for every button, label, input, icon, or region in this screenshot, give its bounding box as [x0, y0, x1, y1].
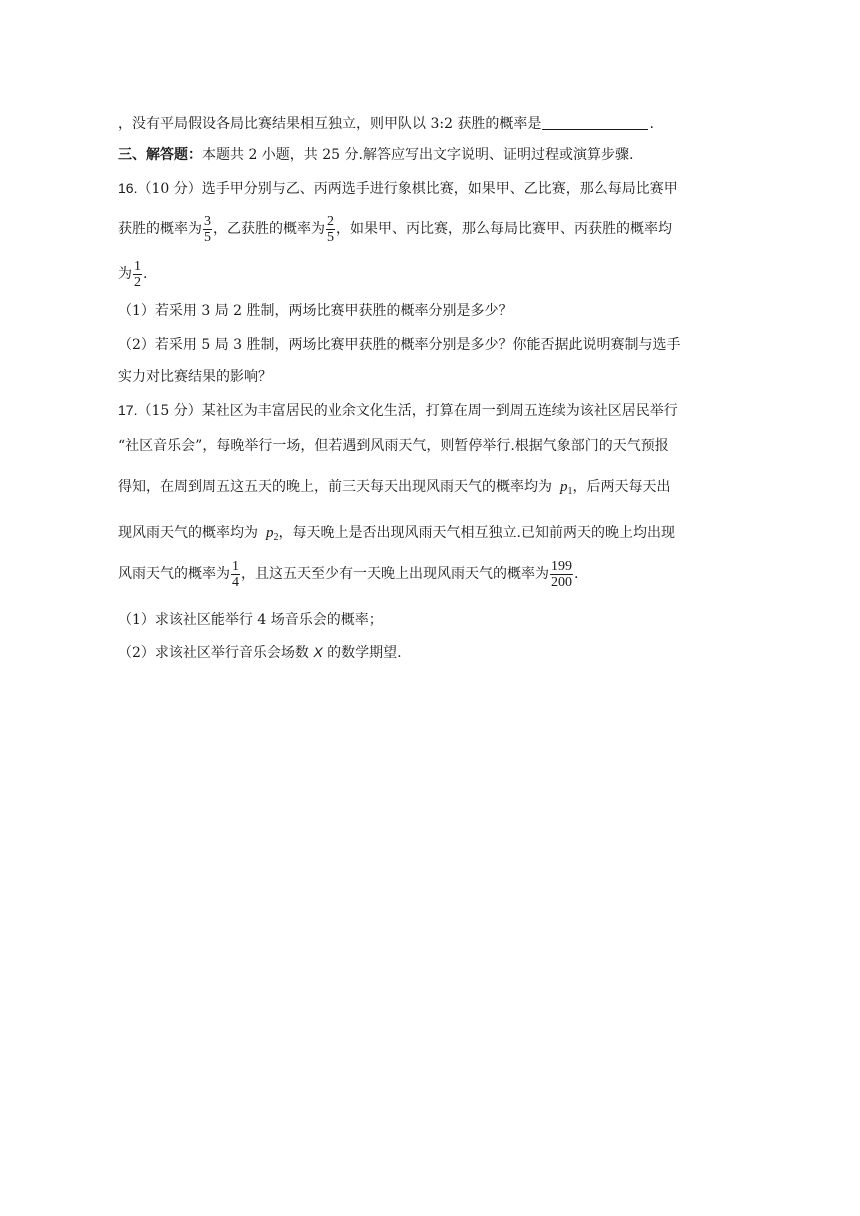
- q17-sub-2: [118, 642, 738, 663]
- q16-sub-2-line-2: 实力对比赛结果的影响？: [118, 369, 272, 385]
- q15-continuation-line: [118, 114, 738, 134]
- variable-p2: [266, 525, 279, 541]
- fraction-denominator: 2: [134, 274, 141, 290]
- q16-line-2: [118, 212, 738, 246]
- fraction-numerator: 1: [232, 558, 239, 574]
- q17-number: 17.: [118, 402, 138, 418]
- q16-text-2c: ，如果甲、丙比赛，那么每局比赛甲、丙获胜的概率均: [336, 221, 672, 237]
- variable-letter: p: [266, 525, 274, 541]
- q16-score: （10 分）: [137, 181, 202, 197]
- q17-text-5a: 风雨天气的概率为: [118, 566, 230, 582]
- fraction-199-200: [550, 559, 573, 590]
- fraction-denominator: 5: [327, 229, 334, 245]
- answer-blank[interactable]: [542, 116, 648, 130]
- fraction-one-quarter: [231, 559, 240, 590]
- q17-line-4: [118, 523, 738, 548]
- fraction-three-fifths: [203, 214, 212, 245]
- variable-x: X: [313, 644, 323, 660]
- fraction-denominator: 200: [551, 574, 572, 590]
- q17-line-2: “社区音乐会”，每晚举行一场，但若遇到风雨天气，则暂停举行.根据气象部门的天气预报: [118, 438, 669, 454]
- fraction-numerator: 2: [327, 213, 334, 229]
- q15-period: .: [649, 116, 654, 132]
- variable-subscript: 1: [567, 486, 573, 497]
- variable-p1: [560, 479, 573, 495]
- section-heading: 三、解答题：: [118, 147, 202, 163]
- fraction-one-half: [133, 259, 142, 290]
- q17-line-1: [118, 400, 738, 421]
- variable-letter: p: [560, 479, 568, 495]
- q17-text-5c: .: [574, 566, 579, 582]
- q17-text-1: 某社区为丰富居民的业余文化生活，打算在周一到周五连续为该社区居民举行: [201, 403, 678, 419]
- q17-text-5b: ，且这五天至少有一天晚上出现风雨天气的概率为: [241, 566, 549, 582]
- q17-sub-1: （1）求该社区能举行 4 场音乐会的概率；: [118, 612, 383, 628]
- variable-subscript: 2: [273, 532, 279, 543]
- q17-sub-2-text-b: 的数学期望.: [327, 645, 402, 661]
- q16-text-2b: ，乙获胜的概率为: [213, 221, 325, 237]
- q16-text-1: 选手甲分别与乙、丙两选手进行象棋比赛，如果甲、乙比赛，那么每局比赛甲: [201, 181, 678, 197]
- q16-sub-1: （1）若采用 3 局 2 胜制，两场比赛甲获胜的概率分别是多少？: [118, 303, 513, 319]
- fraction-numerator: 1: [134, 258, 141, 274]
- q17-text-4a: 现风雨天气的概率均为: [118, 525, 258, 541]
- fraction-denominator: 5: [204, 229, 211, 245]
- fraction-denominator: 4: [232, 574, 239, 590]
- q16-line-3: [118, 257, 738, 291]
- fraction-numerator: 3: [204, 213, 211, 229]
- q17-text-4b: ，每天晚上是否出现风雨天气相互独立.已知前两天的晚上均出现: [278, 525, 675, 541]
- q15-text: ，没有平局假设各局比赛结果相互独立，则甲队以 3:2 获胜的概率是: [118, 116, 542, 132]
- q16-text-2a: 获胜的概率为: [118, 221, 202, 237]
- q17-sub-2-text-a: （2）求该社区举行音乐会场数: [118, 645, 309, 661]
- q17-line-5: [118, 557, 738, 591]
- q17-text-3a: 得知，在周到周五这五天的晚上，前三天每天出现风雨天气的概率均为: [118, 479, 552, 495]
- fraction-two-fifths: [326, 214, 335, 245]
- q16-sub-2-line-1: （2）若采用 5 局 3 胜制，两场比赛甲获胜的概率分别是多少？你能否据此说明赛制与选手: [118, 337, 681, 353]
- q16-line-1: [118, 178, 738, 199]
- section-description: 本题共 2 小题，共 25 分.解答应写出文字说明、证明过程或演算步骤.: [202, 147, 634, 163]
- section-heading-line: [118, 145, 738, 165]
- q17-line-3: [118, 477, 738, 502]
- fraction-numerator: 199: [551, 558, 572, 574]
- q16-text-3a: 为: [118, 266, 132, 282]
- q17-text-3b: ，后两天每天出: [572, 479, 671, 495]
- q16-text-3b: .: [143, 266, 148, 282]
- q17-score: （15 分）: [137, 403, 202, 419]
- q16-number: 16.: [118, 180, 138, 196]
